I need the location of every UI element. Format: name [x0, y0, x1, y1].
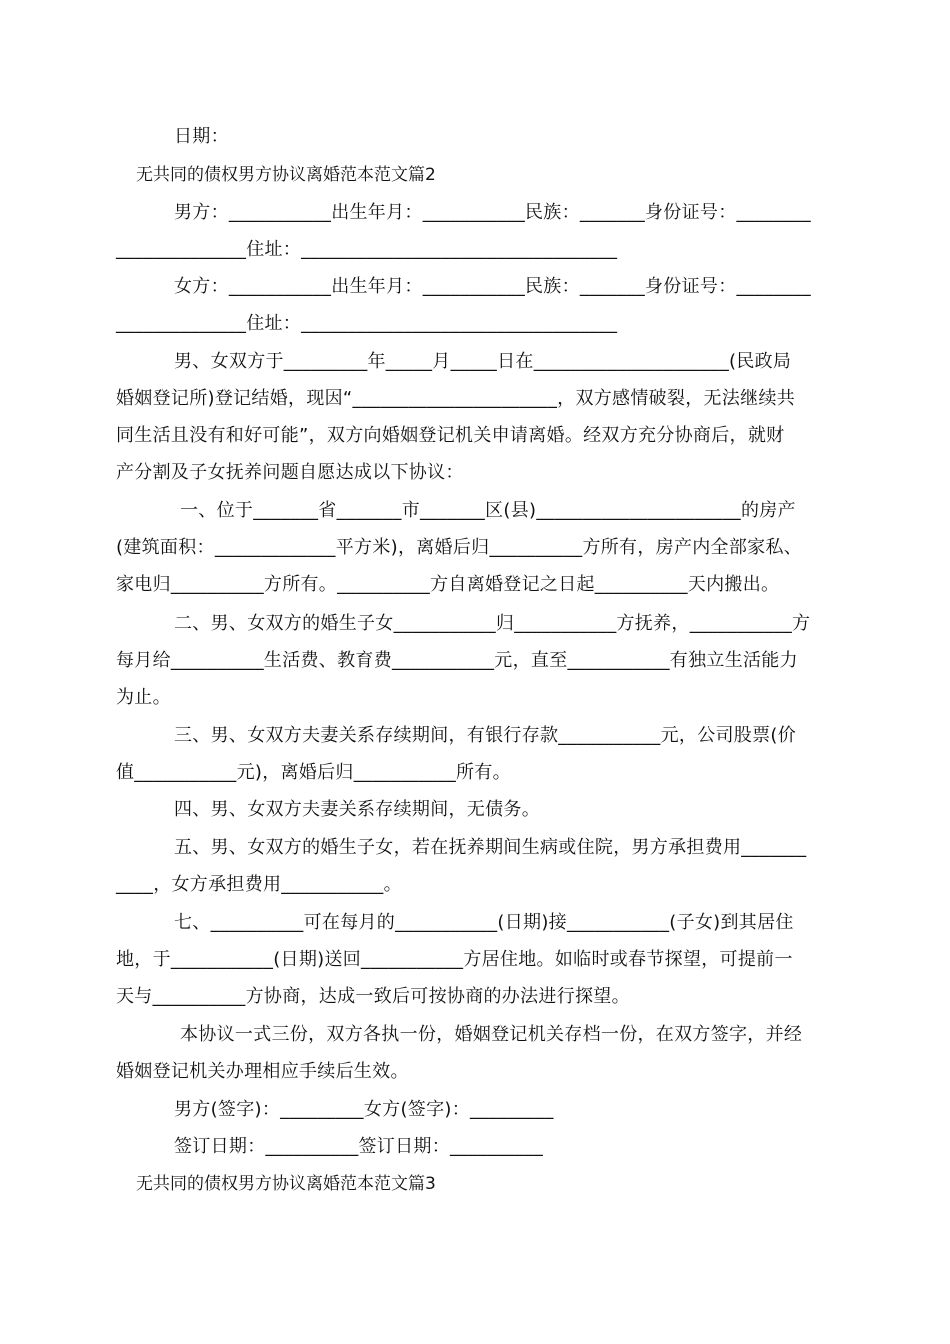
sign-date-line: 签订日期：__________签订日期：__________ — [174, 1136, 543, 1157]
signature-line: 男方(签字)：_________女方(签字)：_________ — [174, 1099, 554, 1120]
section-heading-3: 无共同的债权男方协议离婚范本范文篇3 — [136, 1174, 436, 1194]
intro-paragraph-line: 男、女双方于_________年_____月_____日在_____________________(民政局 — [174, 351, 792, 372]
clause-2-line: 为止。 — [116, 687, 171, 708]
wife-info-line: 女方：___________出生年月：___________民族：_______身份证号：________ — [174, 276, 811, 297]
date-label: 日期： — [174, 126, 229, 147]
intro-paragraph-line: 婚姻登记所)登记结婚，现因“______________________，双方感情破裂，无法继续共 — [116, 388, 796, 409]
clause-4-line: 四、男、女双方夫妻关系存续期间，无债务。 — [174, 799, 540, 820]
wife-address-line: ______________住址：__________________________________ — [116, 313, 618, 334]
clause-7-line: 地，于___________(日期)送回___________方居住地。如临时或春节探望，可提前一 — [116, 949, 793, 970]
clause-1-line: 一、位于_______省_______市_______区(县)______________________的房产 — [180, 500, 796, 521]
clause-5-line: 五、男、女双方的婚生子女，若在抚养期间生病或住院，男方承担费用_______ — [174, 837, 807, 858]
husband-address-line: ______________住址：__________________________________ — [116, 239, 618, 260]
section-heading-2: 无共同的债权男方协议离婚范本范文篇2 — [136, 165, 436, 185]
clause-5-line: ____，女方承担费用___________。 — [116, 874, 402, 895]
husband-info-line: 男方：___________出生年月：___________民族：_______身份证号：________ — [174, 202, 811, 223]
intro-paragraph-line: 同生活且没有和好可能”，双方向婚姻登记机关申请离婚。经双方充分协商后，就财 — [116, 425, 785, 446]
clause-7-line: 天与__________方协商，达成一致后可按协商的办法进行探望。 — [116, 986, 630, 1007]
clause-3-line: 值___________元)，离婚后归___________所有。 — [116, 762, 511, 783]
clause-1-line: (建筑面积：_____________平方米)，离婚后归__________方所有，房产内全部家私、 — [116, 537, 803, 558]
clause-7-line: 七、__________可在每月的___________(日期)接___________(子女)到其居住 — [174, 912, 794, 933]
clause-1-line: 家电归__________方所有。__________方自离婚登记之日起__________天内搬出。 — [116, 574, 780, 595]
closing-paragraph-line: 婚姻登记机关办理相应手续后生效。 — [116, 1061, 409, 1082]
clause-2-line: 二、男、女双方的婚生子女___________归___________方抚养，___________方 — [174, 613, 811, 634]
clause-3-line: 三、男、女双方夫妻关系存续期间，有银行存款___________元，公司股票(价 — [174, 725, 797, 746]
closing-paragraph-line: 本协议一式三份，双方各执一份，婚姻登记机关存档一份，在双方签字，并经 — [180, 1024, 803, 1045]
intro-paragraph-line: 产分割及子女抚养问题自愿达成以下协议： — [116, 462, 464, 483]
clause-2-line: 每月给__________生活费、教育费___________元，直至___________有独立生活能力 — [116, 650, 798, 671]
